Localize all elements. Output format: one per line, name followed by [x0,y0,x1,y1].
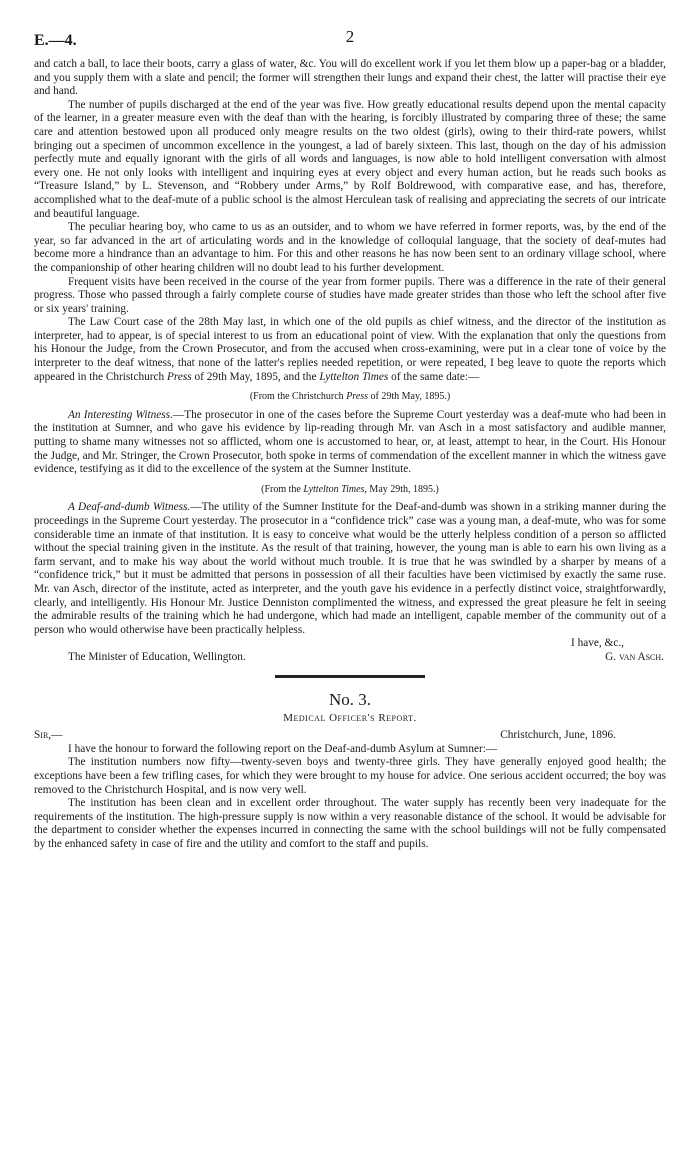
page-number: 2 [345,27,355,46]
source-line-press: (From the Christchurch Press of 29th May, 1895.) [249,391,451,403]
law-court-text: The Law Court case of the 28th May last, in which one of the old pupils as chief witness, and the director of the institution as interpreter, had to appear, is of special interest to us from an educational point of view. With the explanation that only the questions from his Honour the Judge, from the Crown Prosecutor, and from the accused when cross-examining, were put in a clear tone of voice by the interpreter to the deaf witness, that none of the latter's replies needed repetition, or were repeated, I beg leave to quote the reports which appeared in the Christchurch [34,316,666,383]
letter-date: Christchurch, June, 1896. [500,729,616,742]
paragraph-continued: and catch a ball, to lace their boots, carry a glass of water, &c. You will do excellent work if you let them blow up a paper-bag or a bladder, and you supply them with a slate and pencil; the former will strengthen their lungs and expand their chest, the latter will practise their eye and hand. [34,58,666,98]
paragraph-former-pupils: Frequent visits have been received in the course of the year from former pupils. There was a difference in the rate of their general progress. Those who passed through a fairly complete course of studies have made greater strides than those who left the school after five or six years' training. [34,275,666,315]
law-court-text-2: of 29th May, 1895, and the [194,370,317,383]
lyttelton-title: Lyttelton Times [319,370,389,383]
signoff-closing: I have, &c., [570,637,624,650]
quote-press-body: —The prosecutor in one of the cases before the Supreme Court yesterday was a deaf-mute who had been in the institution at Sumner, and who gave his evidence by lip-reading through Mr. van Asch in a most satisfactory and audible manner, putting to shame many witnesses not so afflicted, whom one is accustomed to hear, or, at least, attempt to hear, in the Court. His Honour the Judge, and Mr. Stringer, the Crown Prosecutor, both spoke in terms of commendation of the excellent manner in which the witness gave evidence, testifying as it did to the excellence of the system at the Sumner Institute. [34,408,666,476]
press-title: Press [167,370,192,383]
quote-press [34,409,666,477]
salutation: Sir,— [34,729,63,742]
signature: G. van Asch. [605,650,664,663]
quote-lyttelton-title: A Deaf-and-dumb Witness. [68,501,191,514]
signoff-closing-row [34,637,666,651]
document-code: E.—4. [34,32,77,49]
paragraph-law-court [34,316,666,384]
medical-paragraph-3: The institution has been clean and in excellent order throughout. The water supply has recently been very inadequate for the requirements of the institution. The high-pressure supply is now within a very reasonable distance of the school. It would be advisable for the department to consider whether the expenses incurred in connecting the same with the school buildings will not be fully compensated by the enhanced safety in case of fire and the utility and comfort to the staff and pupils. [34,797,666,850]
medical-paragraph-2: The institution numbers now fifty—twenty-seven boys and twenty-three girls. They have generally enjoyed good health; the exceptions have been a few trifling cases, for which they were brought to my house for advice. One serious accident occurred; the boy was removed to the Christchurch Hospital, and is now very well. [34,756,666,796]
paragraph-hearing-boy: The peculiar hearing boy, who came to us as an outsider, and to whom we have referred in former reports, was, by the end of the year, so far advanced in the art of articulating words and in the knowledge of colloquial language, that the society of deaf-mutes had become more a hindrance than an advantage to him. For this and other reasons he has now been sent to an ordinary village school, where the companionship of other hearing children will no doubt lead to his further development. [34,221,666,274]
quote-press-title: An Interesting Witness. [68,408,173,421]
paragraph-pupils-discharged: The number of pupils discharged at the end of the year was five. How greatly educational results depend upon the mental capacity of the learner, in a greater measure even with the deaf than with the hearing, is forcibly illustrated by comparing three of these; the same care and attention bestowed upon all produced only meagre results on the two oldest (girls), owing to their third-rate powers, whilst bringing out a specimen of uncommon excellence in the youngest, a lad of barely sixteen. This last, though on the day of his admission perfectly mute and equally ignorant with the girls of all words and languages, is now able to hold intelligent conversation with almost every one. He not only looks with intelligent and inquiring eyes at every object and every human action, but he reads such books as “Treasure Island,” by L. Stevenson, and “Robbery under Arms,” by Rolf Boldrewood, with comparative ease, and has, therefore, accomplished what to the deaf-mute of a public school is the almost Herculean task of realising and appreciating the secrets of our intricate and beautiful language. [34,98,666,220]
medical-paragraph-1: I have the honour to forward the following report on the Deaf-and-dumb Asylum at Sumner:— [68,742,498,755]
law-court-text-3: of the same date:— [391,370,480,383]
signoff-row [34,651,666,665]
quote-lyttelton-body: —The utility of the Sumner Institute for the Deaf-and-dumb was shown in a striking manner during the proceedings in the Supreme Court yesterday. The prosecutor in a “confidence trick” case was a young man, a deaf-mute, who was for some considerable time an inmate of that institution. It is easy to conceive what would be the utterly helpless condition of a person so afflicted without the special training given in the institute. As the result of that training, however, the young man is able to earn his own living as a farm servant, and to make his way about the world without much trouble. It is true that he was swindled by a sharper by means of a “confidence trick,” but it must be admitted that persons in possession of all their faculties have been victimised by exactly the same ruse. Mr. van Asch, director of the institute, acted as interpreter, and the youth gave his evidence in a perfectly distinct voice, straightforwardly, clearly, and intelligently. His Honour Mr. Justice Denniston complimented the witness, and expressed the great pleasure he felt in seeing the admirable results of the training which he had undergone, which had made an intelligent, capable member of the community out of a person who would otherwise have been practically helpless. [34,501,666,636]
source-line-lyttelton: (From the Lyttelton Times, May 29th, 1895.) [261,483,439,495]
section-divider [275,675,425,678]
page-header [34,28,666,58]
section-number: No. 3. [328,689,372,709]
quote-lyttelton [34,501,666,637]
section-subtitle: Medical Officer's Report. [283,711,417,724]
salutation-row [34,729,666,743]
addressee: The Minister of Education, Wellington. [68,650,246,663]
